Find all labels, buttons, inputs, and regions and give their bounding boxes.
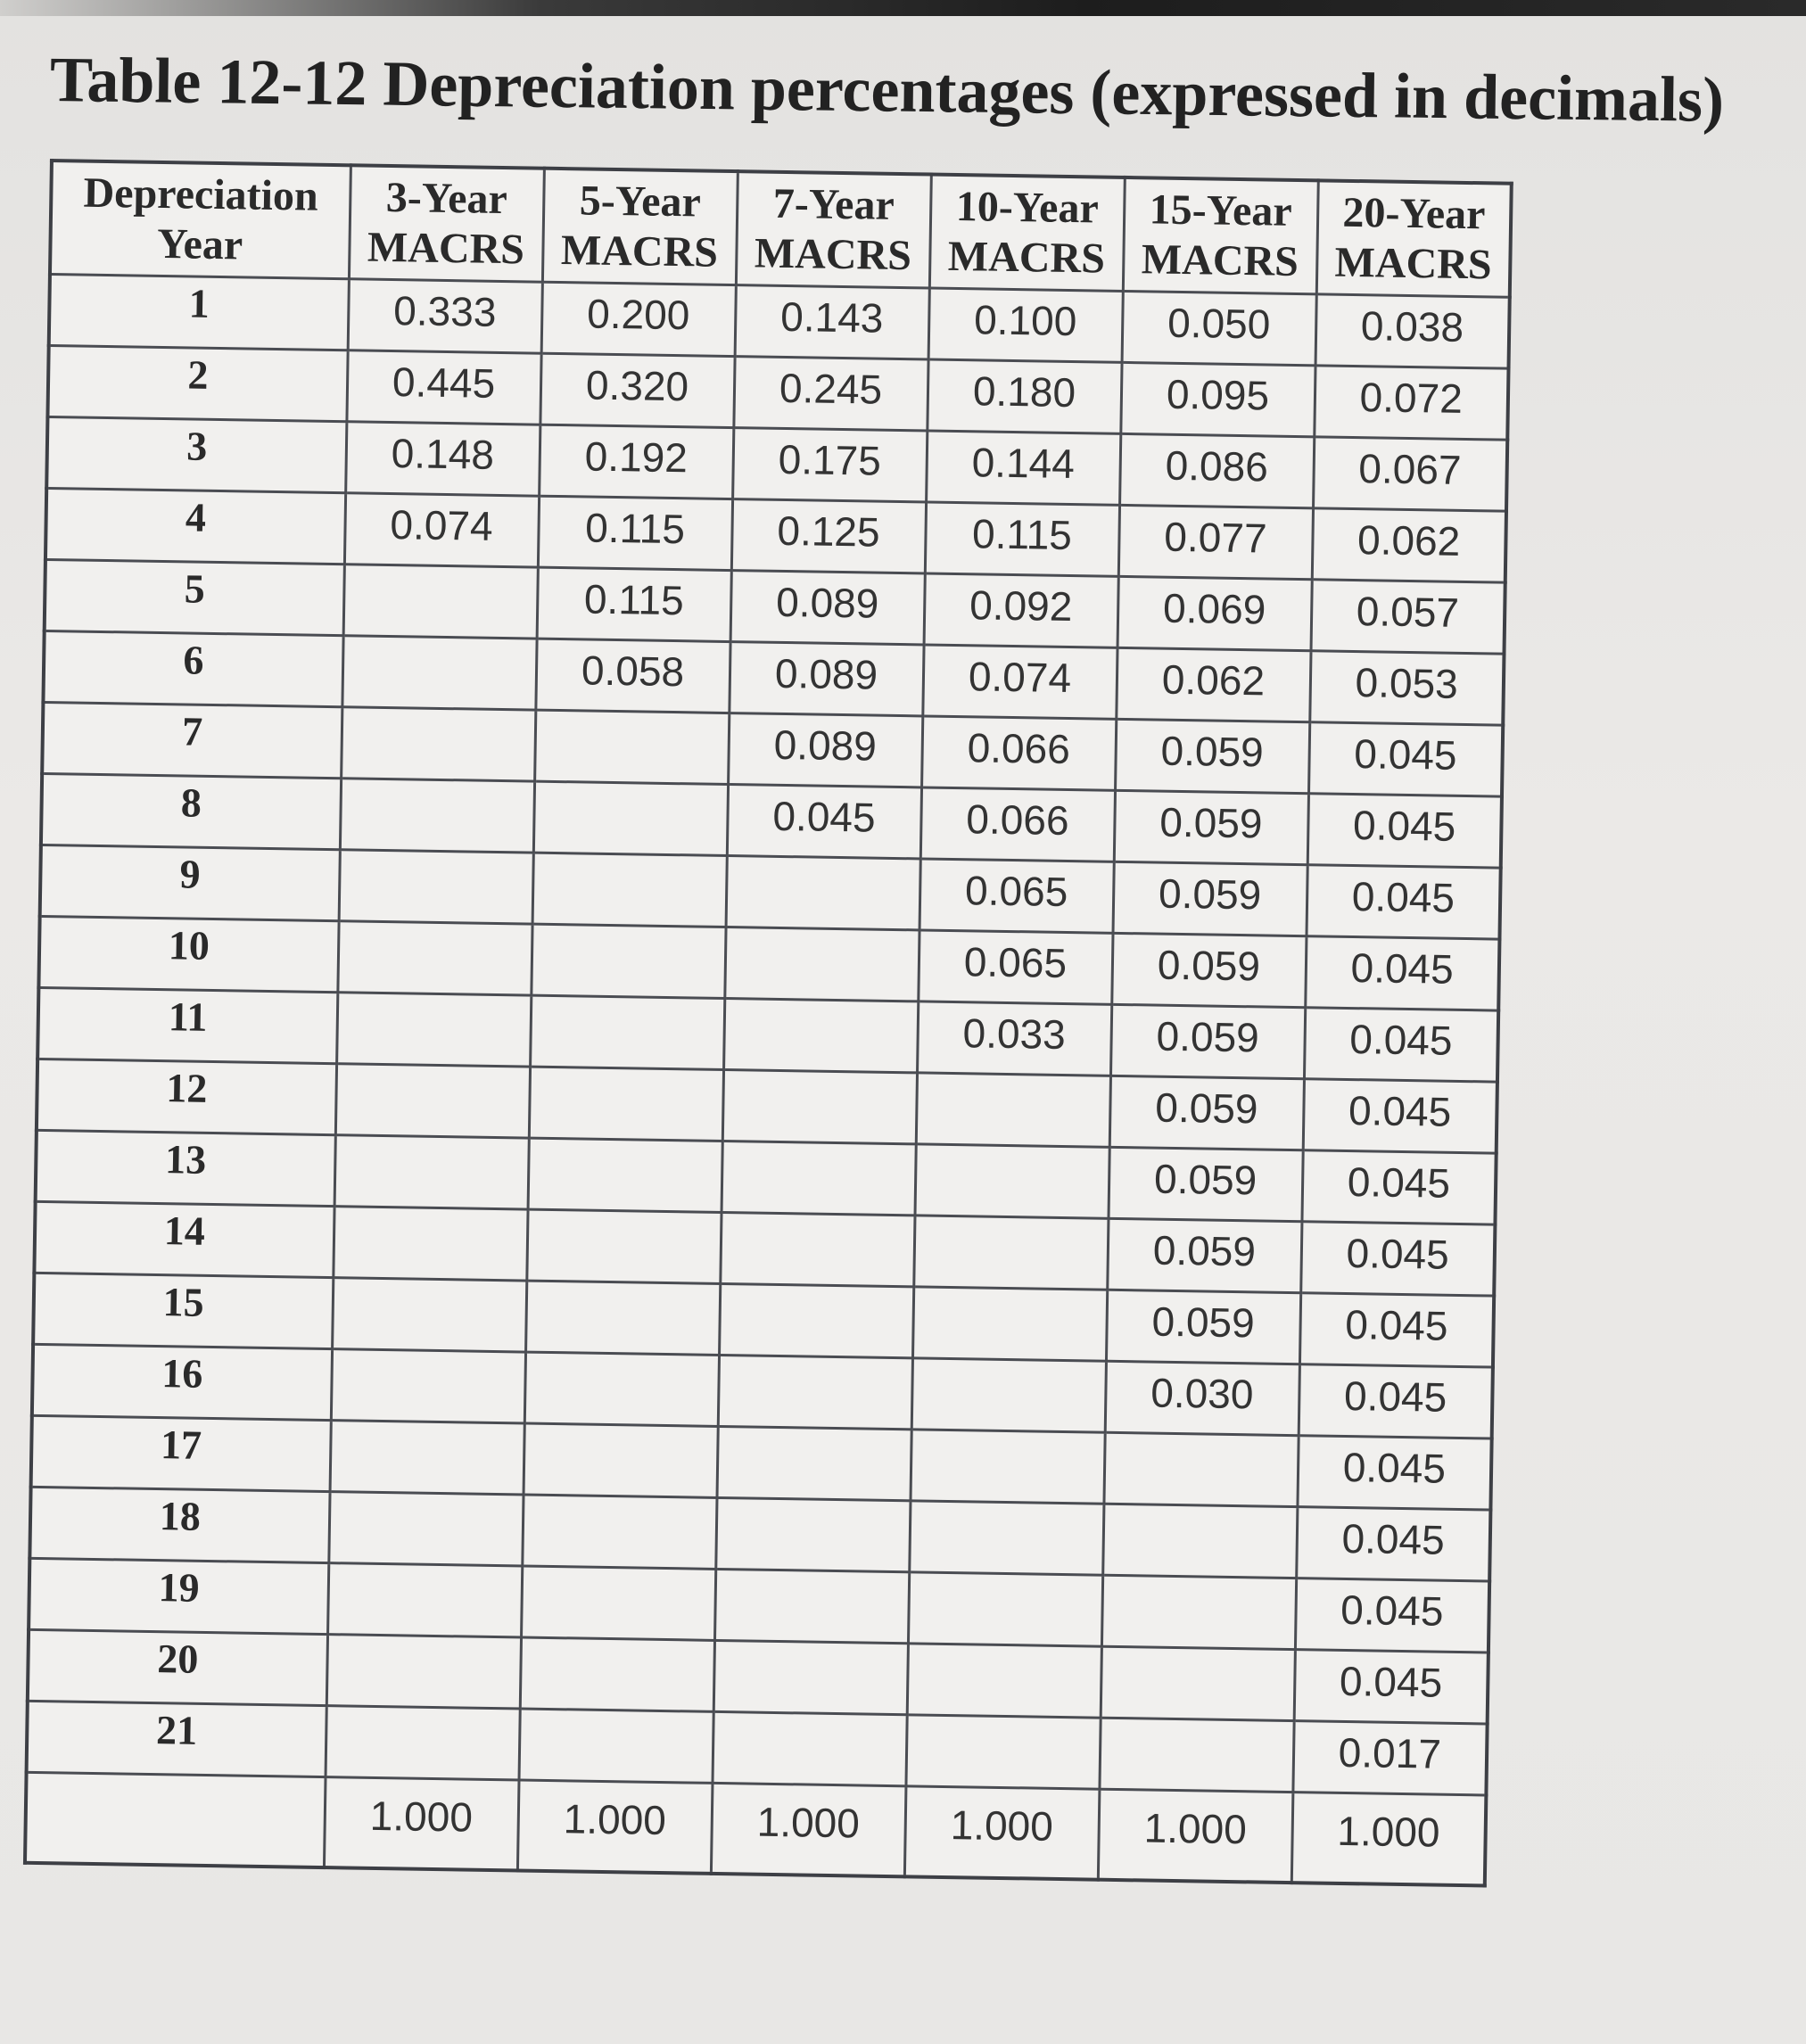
header-depreciation-year <box>50 161 350 279</box>
value-cell <box>519 1709 713 1783</box>
value-cell: 0.074 <box>922 645 1117 719</box>
year-cell: 18 <box>29 1487 329 1562</box>
value-cell <box>719 1283 913 1357</box>
value-cell: 0.058 <box>535 639 730 713</box>
value-cell: 0.066 <box>920 787 1115 861</box>
value-cell <box>722 1069 917 1143</box>
value-cell <box>718 1355 912 1429</box>
value-cell: 0.053 <box>1309 651 1504 725</box>
value-cell <box>534 710 729 784</box>
header-line: 10-Year <box>955 182 1100 233</box>
header-7-year-macrs <box>736 171 931 288</box>
value-cell <box>915 1144 1109 1218</box>
value-cell <box>342 636 536 710</box>
value-cell <box>905 1715 1100 1789</box>
value-cell: 0.045 <box>1301 1150 1496 1224</box>
value-cell: 0.045 <box>1304 1008 1498 1082</box>
header-line: MACRS <box>1141 235 1299 285</box>
value-cell <box>533 781 728 855</box>
value-cell <box>1101 1575 1296 1649</box>
value-cell: 0.089 <box>730 571 925 645</box>
value-cell: 0.045 <box>1303 1079 1497 1153</box>
value-cell: 0.175 <box>732 428 927 502</box>
value-cell <box>715 1497 910 1571</box>
year-cell: 12 <box>37 1059 336 1134</box>
value-cell <box>528 1138 722 1212</box>
value-cell: 0.065 <box>919 859 1114 933</box>
value-cell <box>1099 1718 1293 1792</box>
value-cell: 0.077 <box>1118 505 1313 579</box>
table-body <box>25 275 1510 1886</box>
value-cell <box>723 998 918 1072</box>
value-cell: 0.245 <box>733 357 928 431</box>
value-cell: 0.092 <box>924 573 1118 647</box>
year-cell: 17 <box>31 1415 331 1491</box>
value-cell: 0.115 <box>537 567 731 641</box>
value-cell <box>722 1141 916 1215</box>
value-cell: 0.115 <box>925 502 1119 576</box>
value-cell <box>521 1566 715 1640</box>
year-cell <box>25 1772 326 1867</box>
header-row <box>50 161 1512 297</box>
value-cell: 0.038 <box>1315 294 1510 368</box>
value-cell: 0.192 <box>539 424 733 499</box>
value-cell: 0.045 <box>1297 1436 1491 1510</box>
year-cell: 13 <box>36 1130 335 1206</box>
value-cell <box>520 1637 714 1711</box>
value-cell: 0.059 <box>1110 1004 1305 1078</box>
value-cell <box>530 995 724 1069</box>
value-cell: 0.089 <box>728 713 922 787</box>
value-cell <box>712 1711 906 1785</box>
value-cell: 0.059 <box>1107 1218 1301 1292</box>
value-cell: 0.045 <box>1299 1293 1494 1367</box>
header-line: MACRS <box>754 229 912 280</box>
value-cell: 0.050 <box>1122 291 1316 365</box>
year-cell: 20 <box>28 1629 327 1705</box>
value-cell <box>333 1207 527 1281</box>
value-cell: 0.045 <box>1295 1578 1489 1653</box>
value-cell <box>327 1563 522 1637</box>
value-cell <box>907 1644 1101 1718</box>
value-cell: 0.144 <box>926 431 1120 505</box>
value-cell: 0.059 <box>1111 933 1306 1007</box>
value-cell <box>908 1572 1102 1646</box>
value-cell: 0.045 <box>1306 865 1500 939</box>
year-cell: 3 <box>46 416 346 492</box>
header-10-year-macrs <box>929 175 1125 292</box>
total-cell: 1.000 <box>904 1786 1100 1880</box>
value-cell <box>332 1278 526 1352</box>
value-cell <box>340 779 534 853</box>
monitor-bezel <box>0 0 1806 16</box>
value-cell <box>909 1501 1103 1575</box>
value-cell: 0.059 <box>1106 1290 1300 1364</box>
value-cell <box>522 1495 716 1569</box>
value-cell: 0.045 <box>727 785 921 859</box>
value-cell: 0.100 <box>928 288 1123 362</box>
header-line: 5-Year <box>579 177 702 227</box>
value-cell: 0.033 <box>917 1001 1111 1076</box>
value-cell <box>326 1706 520 1780</box>
header-line: Depreciation <box>83 169 319 220</box>
value-cell: 0.089 <box>729 642 923 716</box>
value-cell <box>1102 1504 1297 1578</box>
total-cell: 1.000 <box>517 1780 713 1874</box>
value-cell: 0.062 <box>1116 647 1310 721</box>
value-cell <box>913 1216 1108 1290</box>
value-cell: 0.045 <box>1300 1222 1495 1296</box>
header-line: MACRS <box>367 223 525 274</box>
value-cell <box>526 1209 721 1283</box>
value-cell <box>331 1349 525 1423</box>
year-cell: 1 <box>49 275 349 350</box>
value-cell: 0.320 <box>540 353 734 427</box>
value-cell <box>726 856 920 930</box>
value-cell <box>714 1569 909 1643</box>
value-cell: 0.095 <box>1120 362 1315 436</box>
year-cell: 5 <box>45 559 344 635</box>
value-cell: 0.445 <box>346 350 540 424</box>
value-cell <box>713 1640 908 1714</box>
year-cell: 16 <box>32 1344 332 1420</box>
value-cell: 0.030 <box>1105 1361 1299 1435</box>
value-cell: 0.045 <box>1294 1650 1489 1724</box>
header-line: 3-Year <box>385 173 508 224</box>
value-cell <box>335 1064 530 1138</box>
total-cell: 1.000 <box>324 1777 519 1871</box>
value-cell: 0.017 <box>1292 1721 1487 1795</box>
year-cell: 14 <box>34 1201 334 1277</box>
value-cell: 0.072 <box>1314 366 1508 440</box>
value-cell: 0.045 <box>1307 794 1502 868</box>
value-cell: 0.069 <box>1117 576 1312 650</box>
value-cell: 0.059 <box>1114 790 1308 864</box>
year-cell: 9 <box>40 845 340 920</box>
value-cell: 0.180 <box>927 359 1121 433</box>
header-line: 20-Year <box>1342 188 1486 239</box>
value-cell <box>343 565 538 639</box>
header-line: 15-Year <box>1149 185 1293 235</box>
value-cell: 0.045 <box>1299 1364 1493 1438</box>
value-cell <box>326 1635 521 1709</box>
value-cell <box>1103 1432 1298 1506</box>
table-title: Table 12-12 Depreciation percentages (expressed in decimals) <box>49 44 1725 136</box>
value-cell <box>524 1423 718 1497</box>
value-cell: 0.045 <box>1308 722 1503 796</box>
value-cell <box>724 927 919 1001</box>
value-cell: 0.059 <box>1108 1147 1302 1221</box>
year-cell: 6 <box>43 631 342 706</box>
header-5-year-macrs <box>542 169 738 285</box>
value-cell <box>524 1352 719 1426</box>
value-cell: 0.067 <box>1313 437 1507 511</box>
value-cell: 0.086 <box>1119 433 1314 507</box>
value-cell <box>916 1073 1110 1147</box>
value-cell: 0.143 <box>735 285 929 359</box>
value-cell <box>720 1212 914 1286</box>
value-cell: 0.066 <box>921 716 1116 790</box>
value-cell: 0.059 <box>1113 861 1307 935</box>
header-line: MACRS <box>1334 238 1492 289</box>
value-cell <box>525 1281 720 1355</box>
value-cell: 0.200 <box>541 282 736 356</box>
value-cell <box>334 1135 529 1209</box>
value-cell <box>531 924 725 998</box>
value-cell: 0.115 <box>538 496 732 570</box>
header-15-year-macrs <box>1123 177 1318 294</box>
value-cell <box>911 1358 1106 1432</box>
value-cell <box>912 1287 1107 1361</box>
year-cell: 4 <box>45 488 345 564</box>
year-cell: 10 <box>38 916 338 992</box>
value-cell <box>717 1426 911 1500</box>
value-cell: 0.333 <box>348 279 542 353</box>
value-cell <box>339 850 533 924</box>
year-cell: 2 <box>47 346 347 422</box>
header-line: MACRS <box>947 232 1106 283</box>
year-cell: 11 <box>37 987 337 1063</box>
value-cell <box>336 993 531 1067</box>
total-cell: 1.000 <box>711 1783 906 1876</box>
value-cell: 0.074 <box>344 493 539 567</box>
year-cell: 15 <box>33 1273 333 1348</box>
header-3-year-macrs <box>349 165 544 282</box>
value-cell <box>532 853 727 927</box>
value-cell <box>328 1492 523 1566</box>
value-cell: 0.065 <box>918 930 1112 1004</box>
value-cell: 0.045 <box>1305 936 1499 1010</box>
value-cell <box>337 921 532 995</box>
total-cell: 1.000 <box>1291 1793 1487 1886</box>
value-cell: 0.059 <box>1115 719 1309 793</box>
depreciation-table-container <box>23 159 1513 1888</box>
value-cell <box>1101 1646 1295 1720</box>
value-cell <box>341 707 535 781</box>
header-line: Year <box>156 219 243 269</box>
value-cell: 0.059 <box>1109 1076 1304 1150</box>
value-cell <box>910 1430 1104 1504</box>
value-cell <box>330 1421 524 1495</box>
header-line: MACRS <box>560 227 719 276</box>
header-line: 7-Year <box>772 179 895 229</box>
year-cell: 19 <box>29 1558 328 1634</box>
total-cell: 1.000 <box>1098 1789 1293 1883</box>
year-cell: 21 <box>27 1701 326 1776</box>
year-cell: 8 <box>41 773 341 849</box>
value-cell: 0.045 <box>1296 1507 1490 1581</box>
header-20-year-macrs <box>1316 180 1512 297</box>
value-cell: 0.062 <box>1312 508 1506 582</box>
depreciation-table <box>23 159 1513 1888</box>
year-cell: 7 <box>42 702 342 778</box>
value-cell: 0.148 <box>345 422 540 496</box>
value-cell: 0.125 <box>731 499 926 573</box>
value-cell: 0.057 <box>1311 580 1505 654</box>
value-cell <box>529 1067 723 1141</box>
